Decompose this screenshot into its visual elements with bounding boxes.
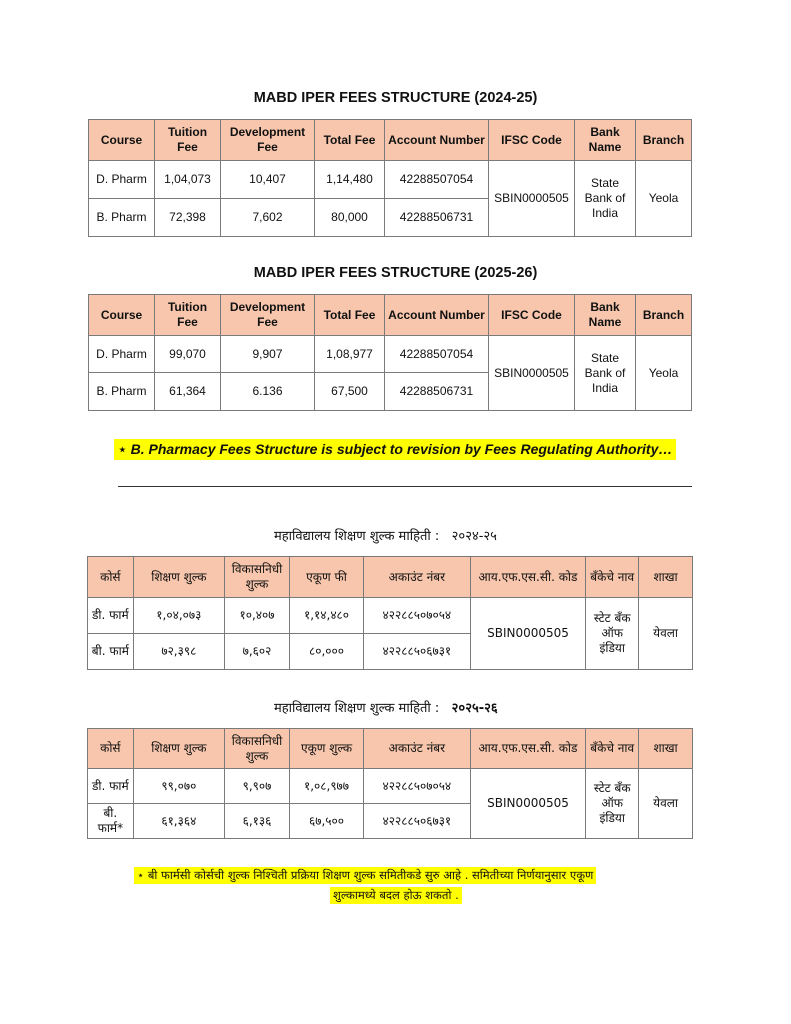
header-ifsc-code: IFSC Code [489, 120, 575, 161]
header-tuition-fee: शिक्षण शुल्क [133, 557, 224, 598]
tuition-cell: 61,364 [155, 373, 221, 411]
marathi-year: २०२४-२५ [451, 529, 497, 544]
table-header-row [88, 729, 693, 769]
header-course: कोर्स [88, 557, 134, 598]
total-cell: 67,500 [315, 373, 385, 411]
ifsc-cell: SBIN0000505 [489, 336, 575, 411]
header-development-fee: Development Fee [221, 295, 315, 336]
development-cell: 10,407 [221, 161, 315, 199]
bank-cell: State Bank of India [575, 336, 636, 411]
header-ifsc-code: IFSC Code [489, 295, 575, 336]
branch-cell: Yeola [636, 336, 692, 411]
header-account-number: Account Number [385, 120, 489, 161]
tuition-cell: 72,398 [155, 199, 221, 237]
header-total-fee: Total Fee [315, 120, 385, 161]
header-tuition-fee: Tuition Fee [155, 120, 221, 161]
header-bank-name: Bank Name [575, 120, 636, 161]
header-total-fee: Total Fee [315, 295, 385, 336]
account-cell: ४२२८८५०६७३१ [364, 634, 471, 670]
branch-cell: Yeola [636, 161, 692, 237]
development-cell: १०,४०७ [225, 598, 290, 634]
table-header-row [89, 295, 692, 336]
marathi-title-2024 [274, 526, 497, 544]
revision-note-marathi-line1: ⋆ बी फार्मसी कोर्सची शुल्क निश्चिती प्रक्रिया शिक्षण शुल्क समितीकडे सुरु आहे . समितीच्या निर्णयानुसार एकूण [134, 867, 596, 884]
tuition-cell: १,०४,०७३ [133, 598, 224, 634]
development-cell: 7,602 [221, 199, 315, 237]
header-development-fee: Development Fee [221, 120, 315, 161]
header-course: Course [89, 295, 155, 336]
header-account-number: अकाउंट नंबर [364, 557, 471, 598]
total-cell: १,०८,९७७ [289, 769, 363, 804]
header-course: कोर्स [88, 729, 134, 769]
divider-line [118, 486, 692, 487]
header-total-fee: एकूण फी [289, 557, 363, 598]
total-cell: ६७,५०० [289, 804, 363, 839]
total-cell: 1,14,480 [315, 161, 385, 199]
development-cell: ६,१३६ [225, 804, 290, 839]
branch-cell: येवला [639, 598, 693, 670]
course-cell: B. Pharm [89, 199, 155, 237]
total-cell: 80,000 [315, 199, 385, 237]
header-tuition-fee: Tuition Fee [155, 295, 221, 336]
header-bank-name: Bank Name [575, 295, 636, 336]
course-cell: D. Pharm [89, 336, 155, 373]
header-tuition-fee: शिक्षण शुल्क [133, 729, 224, 769]
tuition-cell: 1,04,073 [155, 161, 221, 199]
total-cell: ८०,००० [289, 634, 363, 670]
total-cell: १,१४,४८० [289, 598, 363, 634]
table-header-row [88, 557, 693, 598]
ifsc-cell: SBIN0000505 [489, 161, 575, 237]
header-ifsc-code: आय.एफ.एस.सी. कोड [470, 557, 586, 598]
account-cell: ४२२८८५०६७३१ [364, 804, 471, 839]
bank-cell: State Bank of India [575, 161, 636, 237]
fees-table-2024 [88, 119, 692, 237]
header-branch: शाखा [639, 729, 693, 769]
course-cell: B. Pharm [89, 373, 155, 411]
header-bank-name: बँकेचे नाव [586, 729, 639, 769]
header-ifsc-code: आय.एफ.एस.सी. कोड [470, 729, 586, 769]
header-branch: Branch [636, 120, 692, 161]
account-cell: 42288507054 [385, 161, 489, 199]
marathi-title-text: महाविद्यालय शिक्षण शुल्क माहिती : [274, 701, 440, 716]
header-branch: Branch [636, 295, 692, 336]
bank-cell: स्टेट बँक ऑफ इंडिया [586, 598, 639, 670]
development-cell: ९,९०७ [225, 769, 290, 804]
bank-cell: स्टेट बँक ऑफ इंडिया [586, 769, 639, 839]
course-cell: डी. फार्म [88, 769, 134, 804]
account-cell: 42288506731 [385, 199, 489, 237]
table-header-row [89, 120, 692, 161]
development-cell: 9,907 [221, 336, 315, 373]
marathi-year: २०२५-२६ [451, 701, 498, 716]
account-cell: ४२२८८५०७०५४ [364, 598, 471, 634]
marathi-title-2025 [274, 698, 498, 716]
fees-title-2024: MABD IPER FEES STRUCTURE (2024-25) [253, 90, 538, 106]
development-cell: ७,६०२ [225, 634, 290, 670]
header-account-number: Account Number [385, 295, 489, 336]
header-branch: शाखा [639, 557, 693, 598]
header-total-fee: एकूण शुल्क [289, 729, 363, 769]
tuition-cell: ६१,३६४ [133, 804, 224, 839]
marathi-title-text: महाविद्यालय शिक्षण शुल्क माहिती : [274, 529, 440, 544]
account-cell: 42288507054 [385, 336, 489, 373]
tuition-cell: ७२,३९८ [133, 634, 224, 670]
tuition-cell: 99,070 [155, 336, 221, 373]
header-development-fee: विकासनिधी शुल्क [225, 729, 290, 769]
course-cell: D. Pharm [89, 161, 155, 199]
table-row [88, 769, 693, 804]
table-row [89, 336, 692, 373]
ifsc-cell: SBIN0000505 [470, 769, 586, 839]
tuition-cell: ९९,०७० [133, 769, 224, 804]
table-row [88, 598, 693, 634]
course-cell: डी. फार्म [88, 598, 134, 634]
fees-title-2025: MABD IPER FEES STRUCTURE (2025-26) [253, 265, 538, 281]
header-course: Course [89, 120, 155, 161]
course-cell: बी. फार्म* [88, 804, 134, 839]
marathi-fees-table-2024 [87, 556, 693, 670]
development-cell: 6.136 [221, 373, 315, 411]
table-row [89, 161, 692, 199]
branch-cell: येवला [639, 769, 693, 839]
fees-table-2025 [88, 294, 692, 411]
marathi-fees-table-2025 [87, 728, 693, 839]
revision-note-marathi-line2: शुल्कामध्ये बदल होऊ शकतो . [330, 887, 462, 904]
account-cell: ४२२८८५०७०५४ [364, 769, 471, 804]
header-bank-name: बँकेचे नाव [586, 557, 639, 598]
account-cell: 42288506731 [385, 373, 489, 411]
total-cell: 1,08,977 [315, 336, 385, 373]
header-account-number: अकाउंट नंबर [364, 729, 471, 769]
course-cell: बी. फार्म [88, 634, 134, 670]
revision-note-english: ⋆ B. Pharmacy Fees Structure is subject to revision by Fees Regulating Authority… [114, 439, 676, 460]
header-development-fee: विकासनिधी शुल्क [225, 557, 290, 598]
ifsc-cell: SBIN0000505 [470, 598, 586, 670]
